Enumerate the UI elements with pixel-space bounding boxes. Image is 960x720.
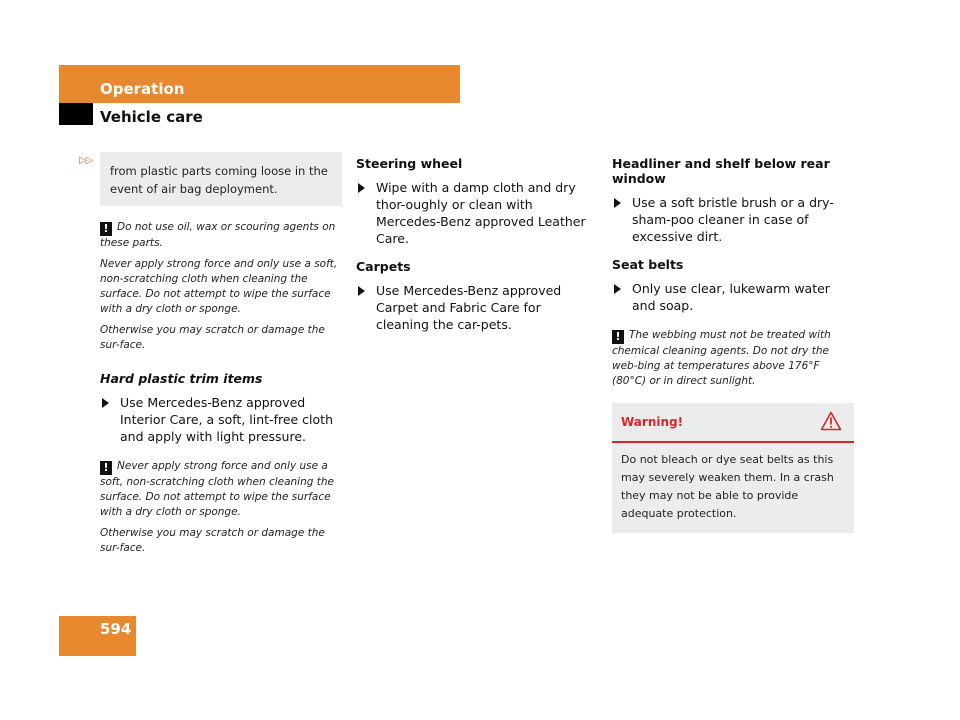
heading-seat-belts: Seat belts [612, 257, 684, 272]
note-text: Otherwise you may scratch or damage the sur-face. [100, 527, 325, 554]
heading-headliner: Headliner and shelf below rear window [612, 156, 830, 186]
section-title: Operation [100, 80, 185, 98]
note-text: The webbing must not be treated with chemical cleaning agents. Do not dry the web-bing at temperatures above 176°F (80°C) or in direct sunlight. [612, 329, 831, 387]
bullet-triangle-icon [102, 398, 109, 408]
bullet-triangle-icon [358, 286, 365, 296]
exclamation-icon: ! [100, 461, 112, 475]
list-item-text: Wipe with a damp cloth and dry thor-oughly or clean with Mercedes-Benz approved Leather Care. [376, 180, 586, 246]
warning-label: Warning! [621, 415, 684, 429]
continuation-mark-icon: ▷▷ [79, 155, 93, 166]
warning-header [612, 403, 854, 443]
continued-text-box: from plastic parts coming loose in the event of air bag deployment. [100, 152, 342, 206]
list-item-text: Use a soft bristle brush or a dry-sham-poo cleaner in case of excessive dirt. [632, 195, 834, 244]
exclamation-icon: ! [100, 222, 112, 236]
note-text: Do not use oil, wax or scouring agents on these parts. [100, 221, 336, 249]
heading-hard-plastic: Hard plastic trim items [100, 371, 263, 386]
bullet-triangle-icon [358, 183, 365, 193]
list-item [356, 179, 592, 247]
note-text: Never apply strong force and only use a soft, non-scratching cloth when cleaning the surface. Do not attempt to wipe the surface with a dry cloth or sponge. [100, 460, 334, 518]
heading-carpets: Carpets [356, 259, 411, 274]
note-text: Otherwise you may scratch or damage the sur-face. [100, 324, 325, 351]
list-item [356, 282, 592, 333]
list-item-text: Only use clear, lukewarm water and soap. [632, 281, 830, 313]
exclamation-icon: ! [612, 330, 624, 344]
heading-steering-wheel: Steering wheel [356, 156, 463, 171]
header-marker [59, 103, 93, 125]
warning-box [612, 403, 854, 533]
note-text: Never apply strong force and only use a soft, non-scratching cloth when cleaning the surface. Do not attempt to wipe the surface with a dry cloth or sponge. [100, 258, 338, 315]
column-right [612, 156, 854, 533]
warning-text: Do not bleach or dye seat belts as this may severely weaken them. In a crash they may not be able to provide adequate protection. [621, 453, 834, 520]
list-item [612, 280, 854, 314]
list-item [612, 194, 854, 245]
list-item-text: Use Mercedes-Benz approved Interior Care, a soft, lint-free cloth and apply with light pressure. [120, 395, 334, 444]
subsection-title: Vehicle care [100, 108, 203, 126]
note-oil-wax [100, 220, 342, 353]
column-middle [356, 156, 592, 345]
column-left [100, 152, 342, 562]
warning-triangle-icon [820, 411, 842, 435]
bullet-triangle-icon [614, 284, 621, 294]
list-item-text: Use Mercedes-Benz approved Carpet and Fabric Care for cleaning the car-pets. [376, 283, 562, 332]
page-number: 594 [100, 620, 132, 638]
list-item [100, 394, 342, 445]
note-webbing [612, 328, 854, 389]
bullet-triangle-icon [614, 198, 621, 208]
note-strong-force [100, 459, 342, 556]
